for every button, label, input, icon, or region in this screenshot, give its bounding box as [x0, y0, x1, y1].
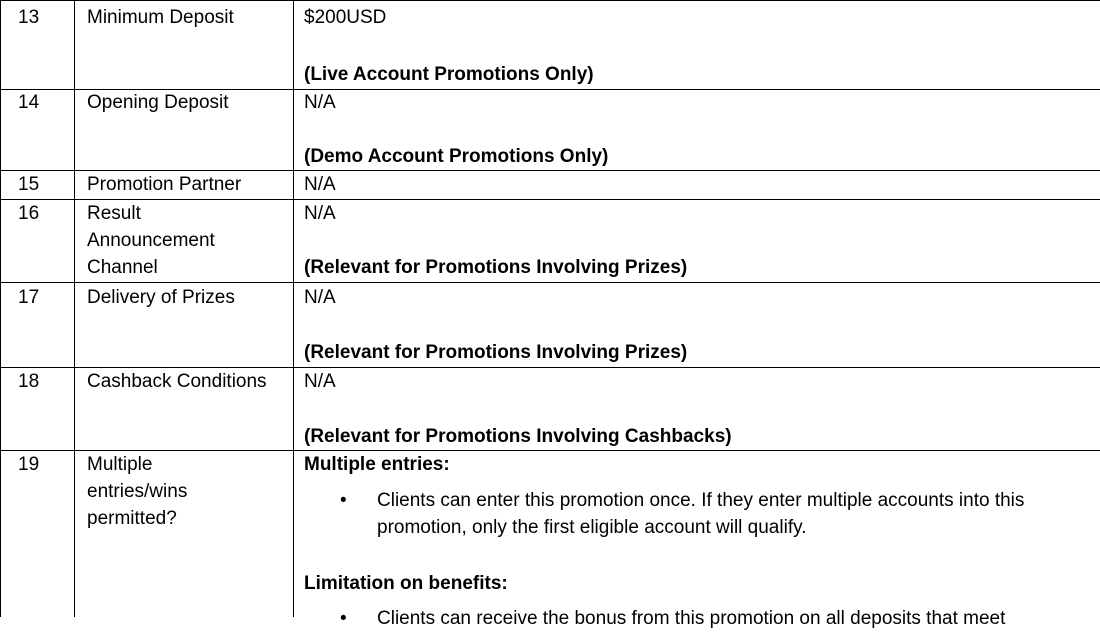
table-border-left: [0, 0, 1, 617]
field-label: entries/wins: [87, 481, 188, 502]
field-value: N/A: [304, 371, 336, 392]
section-heading: Multiple entries:: [304, 454, 450, 475]
row-divider: [0, 199, 1100, 200]
row-divider: [0, 0, 1100, 1]
field-label: Promotion Partner: [87, 174, 242, 195]
field-label: Channel: [87, 257, 158, 278]
row-number: 14: [18, 92, 40, 113]
row-number: 13: [18, 7, 40, 28]
field-label: Cashback Conditions: [87, 371, 267, 392]
field-label: Minimum Deposit: [87, 7, 234, 28]
bullet-icon: •: [340, 608, 347, 629]
field-label: Result: [87, 203, 141, 224]
column-divider-1: [74, 0, 75, 617]
row-divider: [0, 282, 1100, 283]
field-note: (Relevant for Promotions Involving Prizes): [304, 342, 688, 363]
row-number: 15: [18, 174, 40, 195]
field-label: Delivery of Prizes: [87, 287, 235, 308]
field-note: (Live Account Promotions Only): [304, 64, 594, 85]
field-value: N/A: [304, 203, 336, 224]
row-number: 18: [18, 371, 40, 392]
field-note: (Relevant for Promotions Involving Prizes): [304, 257, 688, 278]
row-number: 17: [18, 287, 40, 308]
field-note: (Relevant for Promotions Involving Cashbacks): [304, 426, 732, 447]
row-divider: [0, 450, 1100, 451]
bullet-text: promotion, only the first eligible account will qualify.: [377, 517, 807, 538]
field-label: Announcement: [87, 230, 215, 251]
field-label: Opening Deposit: [87, 92, 229, 113]
row-number: 16: [18, 203, 40, 224]
field-value: N/A: [304, 92, 336, 113]
field-value: N/A: [304, 287, 336, 308]
column-divider-2: [293, 0, 294, 617]
row-number: 19: [18, 454, 40, 475]
field-label: Multiple: [87, 454, 153, 475]
field-label: permitted?: [87, 508, 177, 529]
bullet-text: Clients can receive the bonus from this promotion on all deposits that meet: [377, 608, 1006, 629]
field-value: $200USD: [304, 7, 387, 28]
field-note: (Demo Account Promotions Only): [304, 146, 609, 167]
bullet-icon: •: [340, 490, 347, 511]
bullet-text: Clients can enter this promotion once. If they enter multiple accounts into this: [377, 490, 1025, 511]
section-heading: Limitation on benefits:: [304, 573, 508, 594]
field-value: N/A: [304, 174, 336, 195]
